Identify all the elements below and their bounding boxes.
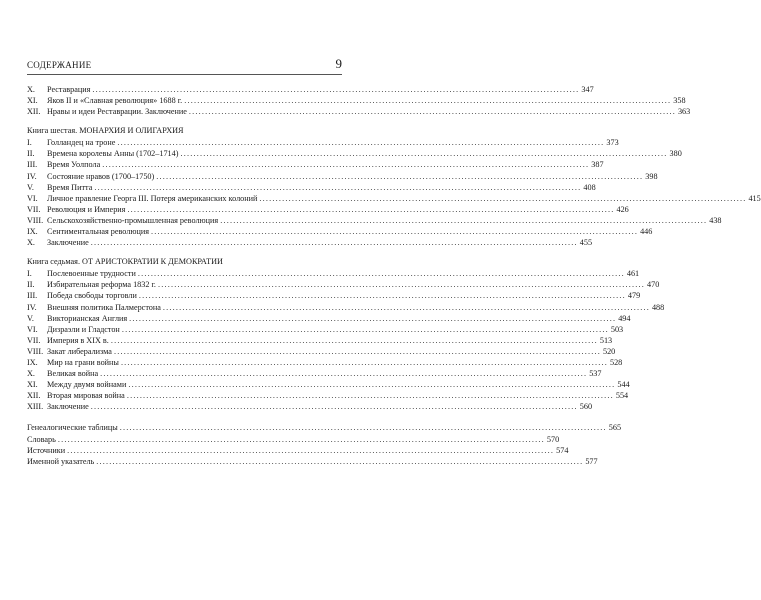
chapter-number: III.: [27, 291, 38, 301]
toc-entry: [27, 302, 665, 313]
entry-title: Империя в XIX в.: [47, 335, 109, 345]
toc-entry: [27, 357, 623, 368]
dot-leader: [180, 148, 667, 159]
dot-leader: [128, 379, 615, 390]
entry-page-number: 528: [609, 357, 623, 367]
entry-title: Победа свободы торговли: [47, 291, 137, 301]
toc-entry: [27, 445, 569, 456]
dot-leader: [259, 193, 746, 204]
entry-title: Послевоенные трудности: [47, 269, 136, 279]
toc-entry: [27, 279, 660, 290]
toc-entry: [27, 84, 594, 95]
entry-page-number: 415: [748, 193, 761, 203]
dot-leader: [94, 182, 581, 193]
entry-title: Мир на грани войны: [47, 357, 119, 367]
toc-entry: [27, 335, 613, 346]
toc-entry: [27, 290, 641, 301]
entry-title: Нравы и идеи Реставрации. Заключение: [47, 107, 187, 117]
toc-entry: [27, 268, 640, 279]
entry-title: Источники: [27, 445, 66, 455]
chapter-number: X.: [27, 85, 35, 94]
dot-leader: [138, 268, 625, 279]
entry-title: Великая война: [47, 369, 99, 379]
dot-leader: [129, 313, 616, 324]
page-header: [27, 58, 342, 75]
entry-page-number: 461: [626, 269, 640, 279]
running-title: СОДЕРЖАНИЕ: [27, 60, 92, 70]
entry-page-number: 398: [645, 171, 658, 181]
section-spacer: [27, 412, 342, 422]
entry-page-number: 373: [606, 138, 619, 148]
dot-leader: [127, 204, 614, 215]
toc-entry: [27, 148, 682, 159]
entry-title: Сентиментальная революция: [47, 227, 150, 237]
chapter-number: VIII.: [27, 215, 44, 225]
entry-page-number: 347: [581, 85, 594, 94]
dot-leader: [122, 324, 609, 335]
dot-leader: [102, 159, 589, 170]
toc-entry: [27, 346, 616, 357]
dot-leader: [163, 302, 650, 313]
dot-leader: [120, 422, 607, 433]
toc-content: [27, 84, 761, 467]
entry-title: Реставрация: [47, 85, 91, 94]
toc-entry: [27, 313, 631, 324]
toc-entry: [27, 95, 686, 106]
entry-page-number: 503: [610, 324, 624, 334]
chapter-number: XI.: [27, 96, 38, 106]
toc-entry: [27, 137, 619, 148]
entry-title: Время Уолпола: [47, 160, 101, 170]
dot-leader: [91, 401, 578, 412]
entry-title: Революция и Империя: [47, 204, 126, 214]
toc-entry: [27, 215, 722, 226]
toc-entry: [27, 379, 630, 390]
toc-entry: [27, 226, 653, 237]
entry-page-number: 470: [647, 280, 660, 290]
chapter-number: XII.: [27, 107, 41, 117]
entry-title: Голландец на троне: [47, 138, 116, 148]
entry-title: Заключение: [47, 402, 89, 412]
chapter-number: VII.: [27, 204, 41, 214]
dot-leader: [111, 335, 598, 346]
entry-title: Избирательная реформа 1832 г.: [47, 280, 156, 290]
dot-leader: [139, 290, 626, 301]
entry-page-number: 494: [618, 313, 631, 323]
chapter-number: X.: [27, 238, 35, 248]
chapter-number: VIII.: [27, 346, 44, 356]
dot-leader: [220, 215, 707, 226]
entry-title: Заключение: [47, 238, 89, 248]
chapter-number: I.: [27, 138, 32, 148]
toc-entry: [27, 401, 593, 412]
chapter-number: II.: [27, 280, 35, 290]
entry-title: Вторая мировая война: [47, 391, 125, 401]
chapter-number: XII.: [27, 391, 41, 401]
entry-page-number: 408: [583, 182, 596, 192]
entry-title: Внешняя политика Палмерстона: [47, 302, 161, 312]
entry-title: Между двумя войнами: [47, 380, 127, 390]
toc-entry: [27, 434, 560, 445]
entry-title: Словарь: [27, 434, 56, 444]
dot-leader: [114, 346, 601, 357]
dot-leader: [121, 357, 608, 368]
toc-section-intro: [27, 84, 691, 117]
toc-entry: [27, 237, 593, 248]
entry-page-number: 358: [673, 96, 686, 106]
entry-page-number: 537: [589, 369, 602, 379]
toc-entry: [27, 193, 761, 204]
dot-leader: [189, 106, 676, 117]
dot-leader: [117, 137, 604, 148]
chapter-number: VI.: [27, 324, 38, 334]
entry-title: Именной указатель: [27, 456, 95, 466]
book-seven-title: Книга седьмая. ОТ АРИСТОКРАТИИ К ДЕМОКРАТИИ: [27, 257, 223, 267]
toc-entry: [27, 368, 602, 379]
entry-title: Личное правление Георга III. Потеря американских колоний: [47, 193, 258, 203]
dot-leader: [156, 171, 643, 182]
toc-entry: [27, 456, 598, 467]
toc-section-appendix: [27, 422, 622, 466]
chapter-number: IX.: [27, 227, 38, 237]
entry-title: Дизраэли и Гладстон: [47, 324, 120, 334]
chapter-number: XIII.: [27, 402, 44, 412]
toc-entry: [27, 324, 624, 335]
chapter-number: IX.: [27, 357, 38, 367]
entry-page-number: 363: [677, 107, 691, 117]
entry-title: Времена королевы Анны (1702–1714): [47, 149, 179, 159]
entry-page-number: 554: [615, 391, 629, 401]
entry-title: Генеалогические таблицы: [27, 423, 118, 433]
entry-page-number: 380: [669, 149, 682, 159]
dot-leader: [151, 226, 638, 237]
chapter-number: XI.: [27, 380, 38, 390]
dot-leader: [127, 390, 614, 401]
dot-leader: [67, 445, 554, 456]
dot-leader: [92, 84, 579, 95]
entry-page-number: 426: [616, 204, 629, 214]
entry-title: Время Питта: [47, 182, 93, 192]
entry-page-number: 560: [579, 402, 593, 412]
toc-entry: [27, 171, 658, 182]
page-number: 9: [335, 56, 342, 71]
chapter-number: IV.: [27, 302, 37, 312]
chapter-number: VII.: [27, 335, 41, 345]
dot-leader: [184, 95, 671, 106]
entry-title: Закат либерализма: [47, 346, 112, 356]
toc-section-book-six: [27, 137, 761, 248]
chapter-number: V.: [27, 313, 34, 323]
chapter-number: VI.: [27, 193, 38, 203]
chapter-number: II.: [27, 149, 35, 159]
entry-page-number: 577: [585, 456, 598, 466]
toc-entry: [27, 106, 691, 117]
toc-entry: [27, 390, 629, 401]
chapter-number: X.: [27, 369, 35, 379]
toc-section-book-seven: [27, 268, 665, 412]
entry-page-number: 455: [579, 238, 593, 248]
chapter-number: V.: [27, 182, 34, 192]
entry-title: Сельскохозяйственно-промышленная революция: [47, 215, 219, 225]
entry-page-number: 520: [602, 346, 616, 356]
chapter-number: I.: [27, 269, 32, 279]
book-six-title: Книга шестая. МОНАРХИЯ И ОЛИГАРХИЯ: [27, 126, 184, 136]
entry-page-number: 446: [640, 227, 653, 237]
entry-page-number: 513: [599, 335, 613, 345]
entry-title: Яков II и «Славная революция» 1688 г.: [47, 96, 183, 106]
entry-page-number: 387: [591, 160, 604, 170]
entry-page-number: 479: [627, 291, 641, 301]
toc-entry: [27, 422, 622, 433]
toc-entry: [27, 159, 604, 170]
entry-title: Состояние нравов (1700–1750): [47, 171, 155, 181]
dot-leader: [58, 434, 545, 445]
entry-page-number: 574: [556, 445, 569, 455]
toc-entry: [27, 204, 629, 215]
entry-page-number: 488: [651, 302, 665, 312]
entry-title: Викторианская Англия: [47, 313, 128, 323]
dot-leader: [91, 237, 578, 248]
dot-leader: [100, 368, 587, 379]
chapter-number: III.: [27, 160, 38, 170]
dot-leader: [158, 279, 645, 290]
entry-page-number: 570: [546, 434, 560, 444]
chapter-number: IV.: [27, 171, 37, 181]
entry-page-number: 438: [709, 215, 722, 225]
toc-entry: [27, 182, 596, 193]
entry-page-number: 565: [608, 423, 622, 433]
dot-leader: [96, 456, 583, 467]
entry-page-number: 544: [617, 380, 630, 390]
